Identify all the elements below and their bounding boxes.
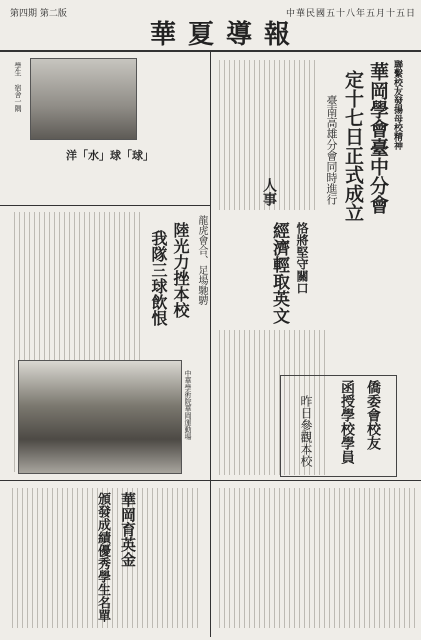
newspaper-title: 華夏導報 [150,20,303,50]
dormitory-photo [30,58,137,140]
sports-headline-line1: 陸光力挫本校 [171,222,190,318]
sports-field-photo [18,360,182,474]
section-divider [0,205,210,206]
sports-field-caption: 中華學術院華岡運動場 [184,370,192,440]
economics-headline-line1: 恪將堅守關口 [295,222,309,294]
honor-roll-headline-line1: 華岡育英金 [119,492,137,567]
section-divider [0,480,421,481]
economics-headline-line2: 經濟輕取英文 [269,222,289,324]
article-body-text [215,488,415,628]
overseas-headline-line2: 函授學校學員 [339,380,355,464]
main-headline-line1: 華岡學會臺中分會 [367,62,389,214]
waterpolo-headline: 洋「水」球「球」 [66,149,154,162]
dormitory-photo-caption: 學生 宿舍一隅 [14,62,22,112]
overseas-headline-line3: 昨日參觀本校 [299,395,313,467]
sports-headline-line2: 我隊三球飲恨 [149,230,168,326]
sports-kicker: 龍虎會合、足場馳騁 [196,215,207,305]
publication-date: 中華民國五十八年五月十五日 [286,9,417,19]
main-headline-line2: 定十七日正式成立 [342,70,364,222]
masthead [0,0,421,52]
column-divider [210,52,211,637]
main-subheadline: 臺南高雄分會同時進行 [325,95,338,205]
overseas-headline-line1: 僑委會校友 [365,380,381,450]
main-kicker: 聯繫校友發揚母校精神 [392,60,402,150]
honor-roll-headline-line2: 頒發成績優秀學生名單 [95,492,110,622]
issue-number: 第四期 第二版 [10,9,67,19]
personnel-headline: 人事 [261,178,277,206]
